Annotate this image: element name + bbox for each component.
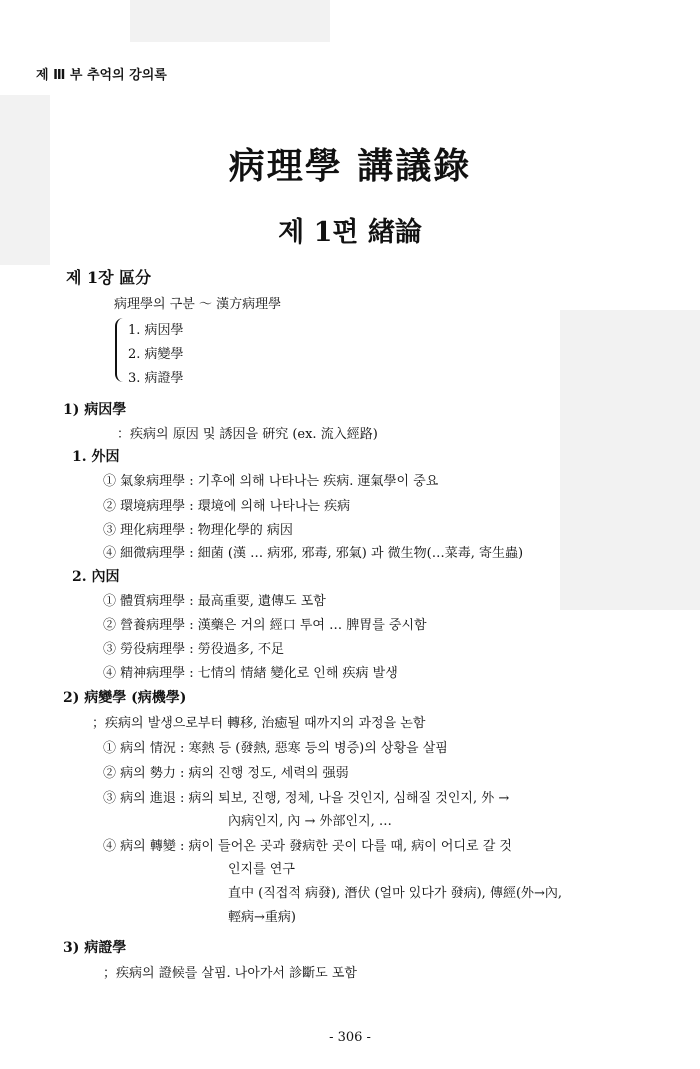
section-desc: ：疾病의 原因 및 誘因을 硏究 (ex. 流入經路) xyxy=(117,427,378,442)
list-item: ④ 精神病理學 : 七情의 情緖 變化로 인해 疾病 발생 xyxy=(103,666,398,681)
list-item-continuation: 輕病→重病) xyxy=(228,910,296,925)
list-item: ③ 理化病理學 : 物理化學的 病因 xyxy=(103,523,293,538)
list-item-continuation: 直中 (직접적 病發), 潛伏 (얼마 있다가 發病), 傳經(外→內, xyxy=(228,886,563,901)
list-item: 2. 病變學 xyxy=(128,347,184,362)
list-brace xyxy=(115,318,125,382)
list-item: ② 環境病理學 : 環境에 의해 나타나는 疾病 xyxy=(103,499,351,514)
page-title: 病理學 講議錄 xyxy=(228,145,472,187)
chapter-heading: 제 1장 區分 xyxy=(66,268,152,287)
list-item: ① 體質病理學 : 最高重要, 遺傳도 포함 xyxy=(103,594,326,609)
list-item: ③ 勞役病理學 : 勞役過多, 不足 xyxy=(103,642,285,657)
part-title: 제 1편 緖論 xyxy=(278,217,422,248)
section-heading: 3) 病證學 xyxy=(63,940,127,956)
scan-smudge-top xyxy=(130,0,330,42)
list-item: ④ 病의 轉變 : 病이 들어온 곳과 發病한 곳이 다를 때, 病이 어디로 갈 것 xyxy=(103,839,512,854)
list-item-continuation: 內病인지, 內 → 外部인지, … xyxy=(228,814,392,829)
list-item: ④ 細微病理學 : 細菌 (漢 … 病邪, 邪毒, 邪氣) 과 微生物(…菜毒, 寄生蟲) xyxy=(103,546,524,561)
page-number: - 306 - xyxy=(329,1030,371,1045)
running-header: 제 Ⅲ 부 추억의 강의록 xyxy=(36,68,167,83)
list-item: ③ 病의 進退 : 病의 퇴보, 진행, 정체, 나을 것인지, 심해질 것인지, 外 → xyxy=(103,791,510,806)
list-item: 3. 病證學 xyxy=(128,371,184,386)
list-item: ① 氣象病理學 : 기후에 의해 나타나는 疾病. 運氣學이 중요 xyxy=(103,474,439,489)
section-heading: 2) 病變學 (病機學) xyxy=(63,690,187,706)
section-desc: ；疾病의 발생으로부터 轉移, 治癒될 때까지의 과정을 논함 xyxy=(92,716,426,731)
chapter-intro: 病理學의 구분 ～ 漢方病理學 xyxy=(114,297,282,312)
scan-smudge-right xyxy=(560,310,700,610)
subsection-heading: 2. 內因 xyxy=(72,569,120,585)
list-item: ① 病의 情況 : 寒熱 등 (發熱, 惡寒 등의 병증)의 상황을 살핌 xyxy=(103,741,448,756)
subsection-heading: 1. 外因 xyxy=(72,449,120,465)
list-item-continuation: 인지를 연구 xyxy=(228,862,295,877)
section-desc: ；疾病의 證候를 살핌. 나아가서 診斷도 포함 xyxy=(103,966,357,981)
list-item: ② 病의 勢力 : 病의 진행 정도, 세력의 强弱 xyxy=(103,766,349,781)
list-item: ② 營養病理學 : 漢藥은 거의 經口 투여 … 脾胃를 중시함 xyxy=(103,618,427,633)
section-heading: 1) 病因學 xyxy=(63,402,127,418)
list-item: 1. 病因學 xyxy=(128,323,184,338)
